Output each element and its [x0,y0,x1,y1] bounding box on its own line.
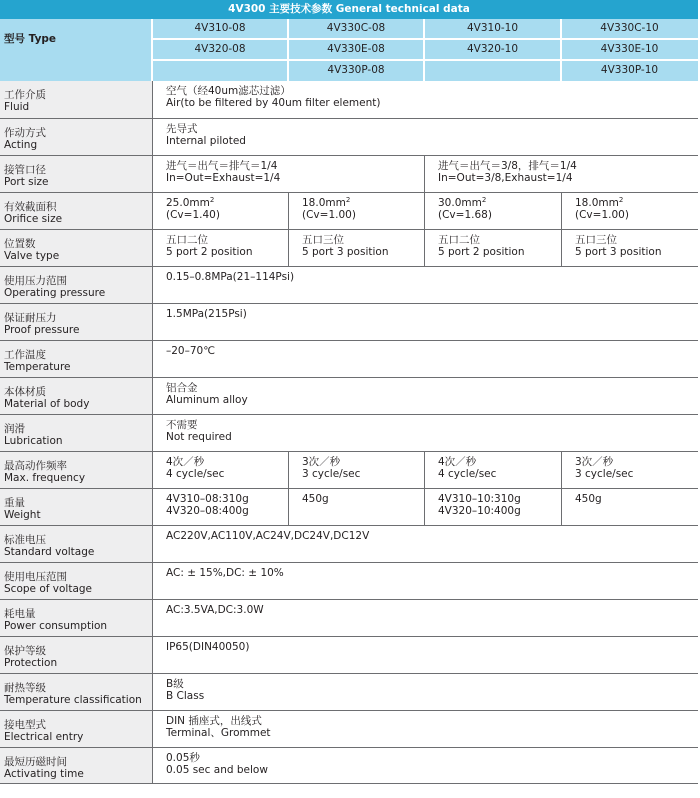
value-line: 3次／秒 [302,456,341,468]
value-line: 4V310–08:310g [166,493,249,505]
value-cell [152,267,698,303]
spec-row [0,452,698,489]
spec-row [0,378,698,415]
value-line: Terminal、Grommet [166,727,271,739]
value-line: Not required [166,431,232,443]
value-cell [424,230,561,266]
value-line: (Cv=1.68) [438,209,492,221]
area-value: 25.0mm [166,197,210,209]
value-line: 进气＝出气＝排气＝1/4 [166,160,278,172]
row-label [0,156,152,192]
value-line: 0.05秒 [166,752,200,764]
value-line: AC: ± 15%,DC: ± 10% [166,567,284,579]
row-label-cn: 工作介质 [4,89,46,101]
row-label-en: Temperature [4,361,71,373]
value-cell [152,415,698,451]
cell-divider [288,230,289,266]
value-line: 3 cycle/sec [575,468,634,480]
value-line: 4V320–08:400g [166,505,249,517]
value-cell [424,489,561,525]
model-cell: 4V330E-10 [600,43,659,55]
row-label [0,230,152,266]
row-label [0,119,152,155]
value-cell [152,674,698,710]
row-label-en: Electrical entry [4,731,84,743]
value-cell [561,193,698,229]
value-cell [152,600,698,636]
row-label-en: Standard voltage [4,546,95,558]
spec-row [0,193,698,230]
row-label-en: Activating time [4,768,84,780]
spec-row [0,267,698,304]
value-cell [288,193,424,229]
row-label-cn: 接电型式 [4,719,46,731]
row-label-en: Temperature classification [4,694,142,706]
superscript: 2 [209,196,215,204]
row-label [0,600,152,636]
value-line: (Cv=1.40) [166,209,220,221]
cell-divider [288,193,289,229]
value-cell [152,156,424,192]
row-label [0,378,152,414]
row-label-cn: 标准电压 [4,534,46,546]
row-label-cn: 有效截面积 [4,201,57,213]
value-cell [152,119,698,155]
spec-row [0,304,698,341]
value-line: Internal piloted [166,135,246,147]
value-cell [288,489,424,525]
model-cell: 4V330E-08 [327,43,385,55]
row-label [0,415,152,451]
value-cell [152,489,288,525]
spec-row [0,674,698,711]
value-line [575,197,698,209]
value-line: –20–70℃ [166,345,216,357]
model-cell: 4V310-10 [466,22,519,34]
row-label-cn: 耐热等级 [4,682,46,694]
header-divider [287,19,289,81]
value-line: B级 [166,678,184,690]
value-line: 进气＝出气＝3/8，排气＝1/4 [438,160,577,172]
value-cell [152,748,698,783]
row-label [0,81,152,118]
header-divider [152,38,698,40]
row-label-cn: 作动方式 [4,127,46,139]
cell-divider [561,452,562,488]
spec-row [0,415,698,452]
row-label [0,452,152,488]
spec-row [0,341,698,378]
cell-divider [561,193,562,229]
row-label [0,674,152,710]
model-cell: 4V330P-08 [327,64,385,76]
value-line: AC220V,AC110V,AC24V,DC24V,DC12V [166,530,370,542]
row-label-cn: 使用电压范围 [4,571,67,583]
value-cell [561,489,698,525]
row-label-en: Proof pressure [4,324,80,336]
cell-divider [424,230,425,266]
row-label-cn: 接管口径 [4,164,46,176]
model-cell: 4V330C-10 [600,22,659,34]
row-label [0,304,152,340]
value-line: AC:3.5VA,DC:3.0W [166,604,264,616]
row-label-en: Acting [4,139,38,151]
value-line [438,197,561,209]
value-line: 1.5MPa(215Psi) [166,308,247,320]
model-cell: 4V320-10 [466,43,519,55]
row-label [0,193,152,229]
row-label-en: Max. frequency [4,472,86,484]
row-label-cn: 工作温度 [4,349,46,361]
row-label-cn: 本体材质 [4,386,46,398]
value-line: 4V310–10:310g [438,493,521,505]
row-label-en: Scope of voltage [4,583,93,595]
row-label-en: Material of body [4,398,90,410]
value-cell [152,452,288,488]
header-divider [423,19,425,81]
row-label-cn: 最短历磁时间 [4,756,67,768]
value-line: 5 port 3 position [302,246,389,258]
model-cell: 4V330P-10 [600,64,659,76]
value-line: 3次／秒 [575,456,614,468]
row-label-cn: 使用压力范围 [4,275,67,287]
value-cell [288,452,424,488]
area-value: 18.0mm [575,197,619,209]
value-line: IP65(DIN40050) [166,641,250,653]
cell-divider [561,230,562,266]
spec-row [0,748,698,784]
value-cell [424,193,561,229]
value-cell [424,452,561,488]
spec-row [0,526,698,563]
row-label [0,748,152,783]
value-line: 3 cycle/sec [302,468,361,480]
row-label-cn: 润滑 [4,423,25,435]
value-line: 铝合金 [166,382,198,394]
area-value: 18.0mm [302,197,346,209]
row-label-cn: 保护等级 [4,645,46,657]
value-cell [152,378,698,414]
superscript: 2 [345,196,351,204]
spec-row [0,637,698,674]
row-label-en: Power consumption [4,620,108,632]
value-line: 4 cycle/sec [438,468,497,480]
cell-divider [288,489,289,525]
value-cell [152,304,698,340]
value-line: 4 cycle/sec [166,468,225,480]
value-line: 五口三位 [575,234,617,246]
row-label [0,489,152,525]
value-line: 五口二位 [438,234,480,246]
header-divider [560,19,562,81]
value-cell [288,230,424,266]
row-label [0,563,152,599]
value-line: 4次／秒 [166,456,205,468]
row-label-en: Fluid [4,101,30,113]
value-line: 0.15–0.8MPa(21–114Psi) [166,271,295,283]
row-label-en: Protection [4,657,58,669]
spec-row [0,600,698,637]
row-label [0,711,152,747]
row-label-en: Lubrication [4,435,63,447]
cell-divider [561,489,562,525]
value-cell [152,341,698,377]
value-line: 5 port 2 position [166,246,253,258]
value-cell [152,230,288,266]
value-cell [424,156,698,192]
cell-divider [424,193,425,229]
cell-divider [288,452,289,488]
spec-row [0,119,698,156]
value-line: 五口二位 [166,234,208,246]
model-cell: 4V330C-08 [326,22,386,34]
value-line: 4次／秒 [438,456,477,468]
value-cell [152,637,698,673]
row-label-cn: 保证耐压力 [4,312,57,324]
row-label-en: Weight [4,509,41,521]
value-line: 5 port 2 position [438,246,525,258]
value-line: In=Out=3/8,Exhaust=1/4 [438,172,573,184]
value-line: Air(to be filtered by 40um filter element) [166,97,381,109]
spec-row [0,563,698,600]
row-label-en: Port size [4,176,49,188]
row-label-en: Operating pressure [4,287,106,299]
row-label [0,637,152,673]
model-cell: 4V320-08 [194,43,246,55]
row-label-cn: 位置数 [4,238,36,250]
spec-row [0,711,698,748]
spec-row [0,81,698,119]
spec-row [0,230,698,267]
value-line [166,197,288,209]
spec-row [0,156,698,193]
row-label [0,267,152,303]
value-line: In=Out=Exhaust=1/4 [166,172,281,184]
value-cell [152,193,288,229]
row-label-cn: 重量 [4,497,25,509]
value-line: 450g [302,493,329,505]
cell-divider [424,489,425,525]
model-cell [152,61,288,80]
value-line: DIN 插座式，出线式 [166,715,262,727]
cell-divider [424,156,425,192]
value-line: Aluminum alloy [166,394,248,406]
value-line: (Cv=1.00) [575,209,629,221]
value-line: 五口三位 [302,234,344,246]
value-line: 空气（经40um滤芯过滤） [166,85,291,97]
value-cell [152,81,698,118]
row-label-cn: 最高动作频率 [4,460,67,472]
table-title: 4V300 主要技术参数 General technical data [0,0,698,19]
spec-table [0,81,698,784]
superscript: 2 [481,196,487,204]
value-line: 5 port 3 position [575,246,662,258]
superscript: 2 [618,196,624,204]
header-divider [151,19,153,81]
value-cell [561,452,698,488]
type-label: 型号 Type [4,33,57,45]
value-cell [561,230,698,266]
value-cell [152,526,698,562]
row-label-en: Orifice size [4,213,63,225]
row-label-cn: 耗电量 [4,608,36,620]
row-label [0,341,152,377]
value-line: (Cv=1.00) [302,209,356,221]
area-value: 30.0mm [438,197,482,209]
model-header [0,19,698,81]
cell-divider [424,452,425,488]
value-line [302,197,424,209]
value-line: 先导式 [166,123,198,135]
header-divider [152,59,698,61]
value-line: 不需要 [166,419,198,431]
value-line: B Class [166,690,205,702]
value-line: 450g [575,493,602,505]
row-label [0,526,152,562]
value-cell [152,711,698,747]
value-cell [152,563,698,599]
model-cell [424,61,561,80]
value-line: 4V320–10:400g [438,505,521,517]
spec-row [0,489,698,526]
model-cell: 4V310-08 [194,22,246,34]
row-label-en: Valve type [4,250,60,262]
value-line: 0.05 sec and below [166,764,268,776]
